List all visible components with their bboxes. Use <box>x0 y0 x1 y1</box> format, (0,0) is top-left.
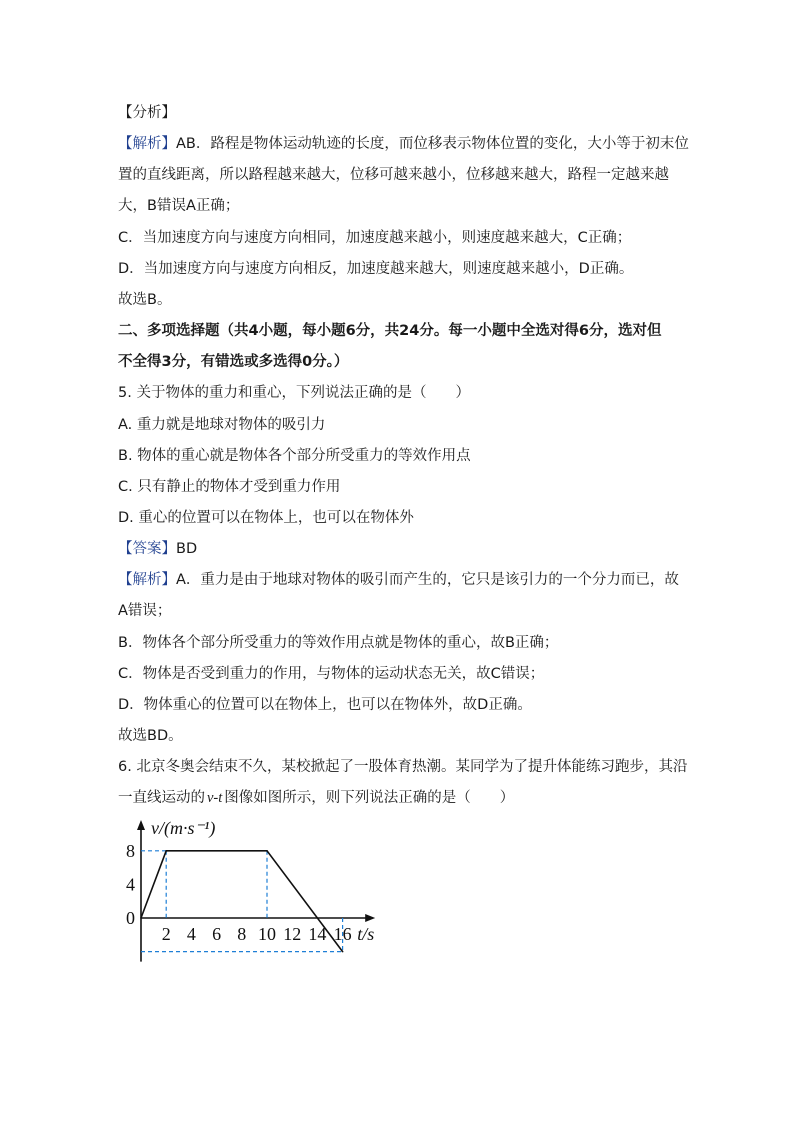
analysis-line-5: D．当加速度方向与速度方向相反，加速度越来越大，则速度越来越小，D正确。 <box>118 261 634 277</box>
x-axis-label: t/s <box>357 924 375 944</box>
explanation-line-5: D．物体重心的位置可以在物体上，也可以在物体外，故D正确。 <box>118 697 532 713</box>
data-point <box>342 951 344 953</box>
explanation-line-6: 故选BD。 <box>118 728 183 744</box>
analysis-line-6: 故选B。 <box>118 292 172 308</box>
explanation-line-1: 【解析】A．重力是由于地球对物体的吸引而产生的，它只是该引力的一个分力而已，故 <box>118 572 679 588</box>
daan-label: 【答案】 <box>118 541 176 557</box>
explanation-line-2: A错误； <box>118 603 172 619</box>
x-tick-label: 14 <box>308 924 327 944</box>
question-6-line-2: 一直线运动的 v-t 图像如图所示，则下列说法正确的是（ ） <box>118 790 515 806</box>
jiexi-label: 【解析】 <box>118 136 176 152</box>
vt-label: v-t <box>207 790 223 806</box>
section-2-heading: 二、多项选择题（共4小题，每小题6分，共24分。每一小题中全选对得6分，选对但 <box>118 323 662 339</box>
data-point <box>266 850 268 852</box>
x-tick-label: 12 <box>283 924 302 944</box>
x-tick-label: 8 <box>237 924 247 944</box>
option-b: B. 物体的重心就是物体各个部分所受重力的等效作用点 <box>118 448 471 464</box>
x-tick-label: 4 <box>186 924 196 944</box>
question-5: 5. 关于物体的重力和重心，下列说法正确的是（ ） <box>118 385 470 401</box>
option-d: D. 重心的位置可以在物体上，也可以在物体外 <box>118 510 414 526</box>
section-2-heading-cont: 不全得3分，有错选或多选得0分。） <box>118 354 349 370</box>
y-tick-label: 0 <box>126 908 135 928</box>
y-axis-label: v/(m·s⁻¹) <box>151 818 216 838</box>
question-6-line-1: 6. 北京冬奥会结束不久，某校掀起了一股体育热潮。某同学为了提升体能练习跑步，其沿 <box>118 759 688 775</box>
vt-graph <box>110 812 400 987</box>
x-tick-label: 10 <box>258 924 276 944</box>
x-axis-arrow <box>365 914 375 922</box>
data-point <box>165 850 167 852</box>
graph-ticks <box>126 841 352 944</box>
y-tick-label: 4 <box>126 874 135 895</box>
jiexi-label-2: 【解析】 <box>118 572 176 588</box>
explanation-line-4: C．物体是否受到重力的作用，与物体的运动状态无关，故C错误； <box>118 666 545 682</box>
x-tick-label: 2 <box>161 924 171 944</box>
data-point <box>140 917 142 919</box>
answer-line: 【答案】BD <box>118 541 198 557</box>
option-a: A. 重力就是地球对物体的吸引力 <box>118 417 326 433</box>
section-analysis-heading: 【分析】 <box>118 105 176 121</box>
x-tick-label: 6 <box>212 924 222 944</box>
y-tick-label: 8 <box>126 840 135 861</box>
option-c: C. 只有静止的物体才受到重力作用 <box>118 479 341 495</box>
analysis-line-1: 【解析】AB．路程是物体运动轨迹的长度，而位移表示物体位置的变化，大小等于初末位 <box>118 136 689 152</box>
x-tick-label: 16 <box>333 924 352 944</box>
y-axis-arrow <box>137 820 145 830</box>
analysis-line-3: 大，B错误A正确； <box>118 198 240 214</box>
explanation-line-3: B．物体各个部分所受重力的等效作用点就是物体的重心，故B正确； <box>118 635 559 651</box>
analysis-line-2: 置的直线距离，所以路程越来越大，位移可越来越小，位移越来越大，路程一定越来越 <box>118 167 669 183</box>
analysis-line-4: C．当加速度方向与速度方向相同，加速度越来越小，则速度越来越大，C正确； <box>118 230 632 246</box>
